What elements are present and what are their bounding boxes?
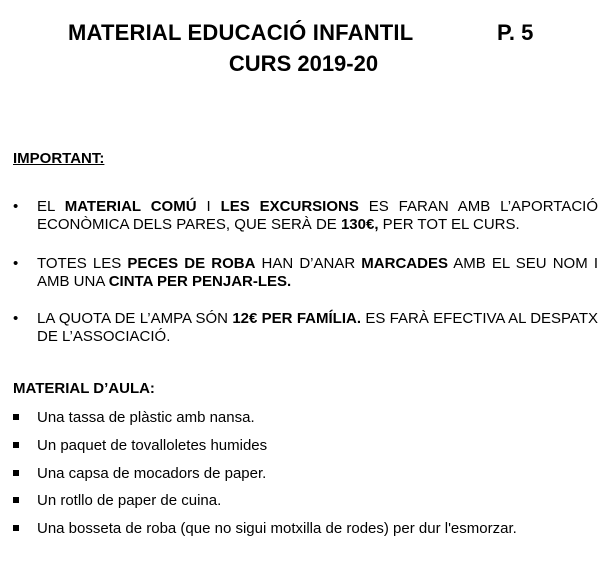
note-text: ES FARÀ EFECTIVA AL DESPATX DE L’ASSOCIACIÓ. bbox=[37, 310, 598, 345]
square-bullet-icon bbox=[13, 442, 19, 448]
note-emphasis: MARCADES bbox=[361, 255, 448, 272]
list-item bbox=[13, 465, 266, 483]
important-note bbox=[13, 255, 598, 291]
note-text: LA QUOTA DE L’AMPA SÓN bbox=[37, 310, 233, 327]
course-year: CURS 2019-20 bbox=[228, 51, 379, 76]
note-emphasis: 130€, bbox=[340, 216, 379, 233]
material-aula-heading: MATERIAL D’AULA: bbox=[13, 380, 155, 397]
note-text: PER TOT EL CURS. bbox=[378, 216, 520, 233]
square-bullet-icon bbox=[13, 470, 19, 476]
bullet-icon: • bbox=[13, 255, 19, 272]
important-heading: IMPORTANT: bbox=[13, 150, 105, 167]
list-item-label: Un rotllo de paper de cuina. bbox=[37, 492, 222, 509]
document-title: MATERIAL EDUCACIÓ INFANTIL bbox=[68, 20, 414, 45]
list-item bbox=[13, 492, 221, 510]
square-bullet-icon bbox=[13, 497, 19, 503]
note-text: TOTES LES bbox=[37, 255, 128, 272]
note-emphasis: MATERIAL COMÚ bbox=[64, 198, 197, 215]
page-label: P. 5 bbox=[497, 20, 534, 45]
square-bullet-icon bbox=[13, 414, 19, 420]
important-note-text bbox=[37, 310, 598, 346]
note-emphasis: 12€ PER FAMÍLIA. bbox=[232, 310, 361, 327]
important-note-text bbox=[37, 198, 598, 234]
note-emphasis: PECES DE ROBA bbox=[127, 255, 256, 272]
important-note bbox=[13, 198, 598, 234]
note-text: HAN D’ANAR bbox=[255, 255, 362, 272]
important-note-text bbox=[37, 255, 598, 291]
note-emphasis: LES EXCURSIONS bbox=[220, 198, 359, 215]
bullet-icon: • bbox=[13, 198, 19, 215]
important-note bbox=[13, 310, 598, 346]
note-text: I bbox=[196, 198, 221, 215]
list-item bbox=[13, 409, 255, 427]
list-item bbox=[13, 520, 517, 538]
note-text: ES FARAN AMB L’APORTACIÓ ECONÒMICA DELS PARES, QUE SERÀ DE bbox=[37, 198, 598, 233]
list-item-label: Una capsa de mocadors de paper. bbox=[37, 465, 267, 482]
document-header bbox=[0, 20, 607, 50]
list-item-label: Una bosseta de roba (que no sigui motxilla de rodes) per dur l'esmorzar. bbox=[37, 520, 517, 537]
note-text: AMB EL SEU NOM I AMB UNA bbox=[37, 255, 599, 290]
list-item-label: Un paquet de tovalloletes humides bbox=[37, 437, 268, 454]
list-item-label: Una tassa de plàstic amb nansa. bbox=[37, 409, 255, 426]
list-item bbox=[13, 437, 267, 455]
note-text: EL bbox=[37, 198, 65, 215]
bullet-icon: • bbox=[13, 310, 19, 327]
square-bullet-icon bbox=[13, 525, 19, 531]
note-emphasis: CINTA PER PENJAR-LES. bbox=[108, 273, 292, 290]
